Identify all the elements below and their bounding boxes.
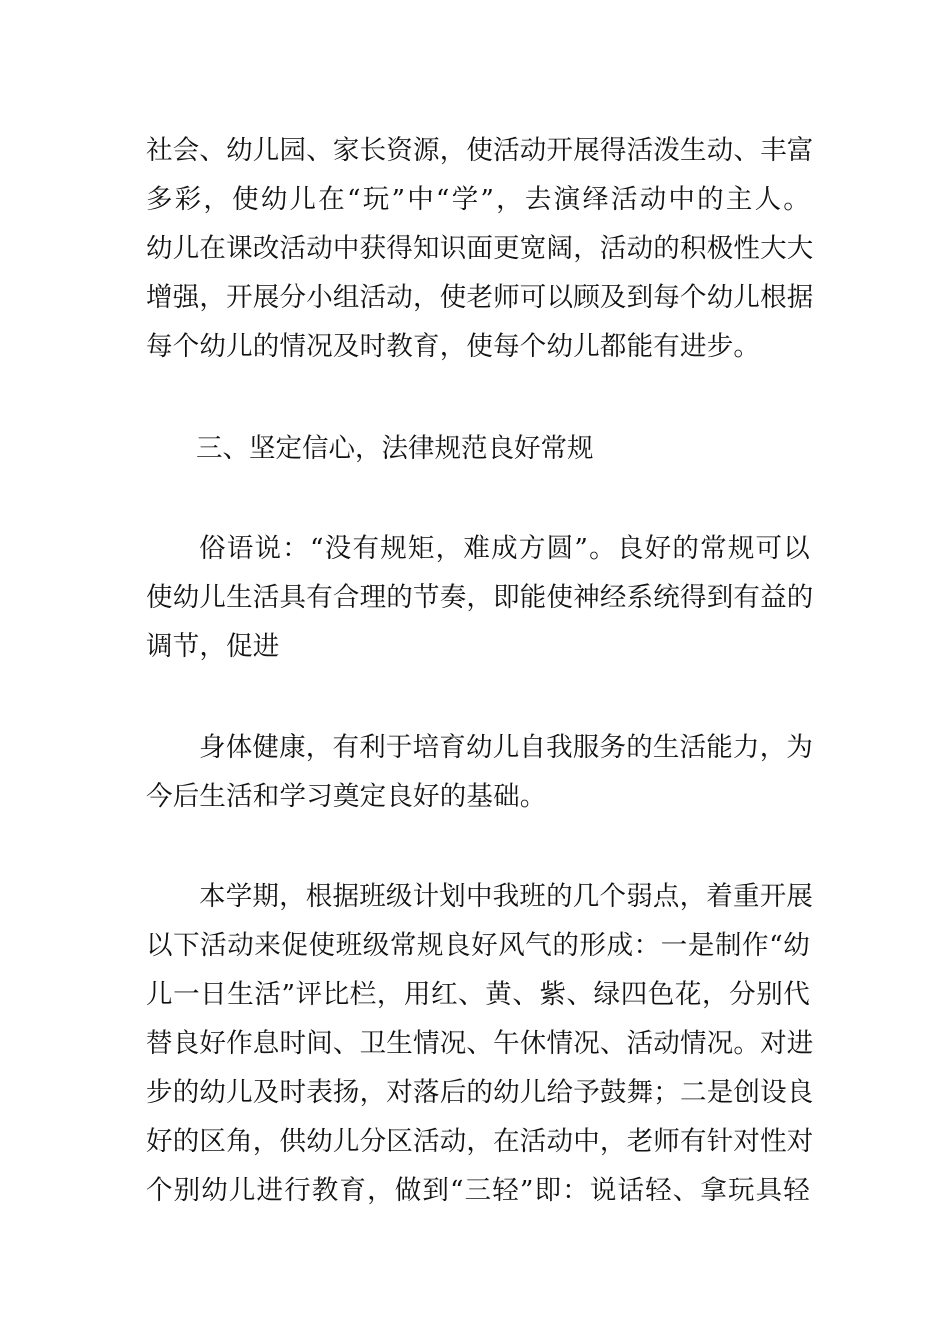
text-line: 调节，促进 [146,631,280,662]
text-line: 身体健康，有利于培育幼儿自我服务的生活能力，为 [199,732,814,763]
text-line: 替良好作息时间、卫生情况、午休情况、活动情况。对进 [146,1028,814,1059]
text-line: 幼儿在课改活动中获得知识面更宽阔，活动的积极性大大 [146,233,814,264]
text-line: 以下活动来促使班级常规良好风气的形成：一是制作“幼 [146,930,810,961]
text-line: 儿一日生活”评比栏，用红、黄、紫、绿四色花，分别代 [146,979,810,1010]
paragraph-resources [146,126,814,371]
text-line: 增强，开展分小组活动，使老师可以顾及到每个幼儿根据 [146,282,814,313]
text-line: 每个幼儿的情况及时教育，使每个幼儿都能有进步。 [146,331,761,362]
text-line: 今后生活和学习奠定良好的基础。 [146,781,547,812]
paragraph-health [146,723,814,821]
text-line: 个别幼儿进行教育，做到“三轻”即：说话轻、拿玩具轻 [146,1175,810,1206]
section-heading: 三、坚定信心，法律规范良好常规 [196,433,594,464]
text-line: 好的区角，供幼儿分区活动，在活动中，老师有针对性对 [146,1126,814,1157]
text-line: 本学期，根据班级计划中我班的几个弱点，着重开展 [199,881,814,912]
text-line: 使幼儿生活具有合理的节奏，即能使神经系统得到有益的 [146,582,814,613]
text-line: 俗语说：“没有规矩，难成方圆”。良好的常规可以 [199,533,810,564]
paragraph-semester [146,872,814,1215]
text-line: 步的幼儿及时表扬，对落后的幼儿给予鼓舞；二是创设良 [146,1077,814,1108]
text-line: 社会、幼儿园、家长资源，使活动开展得活泼生动、丰富 [146,135,814,166]
paragraph-routine [146,524,814,671]
text-line: 多彩，使幼儿在“玩”中“学”，去演绎活动中的主人。 [146,184,810,215]
